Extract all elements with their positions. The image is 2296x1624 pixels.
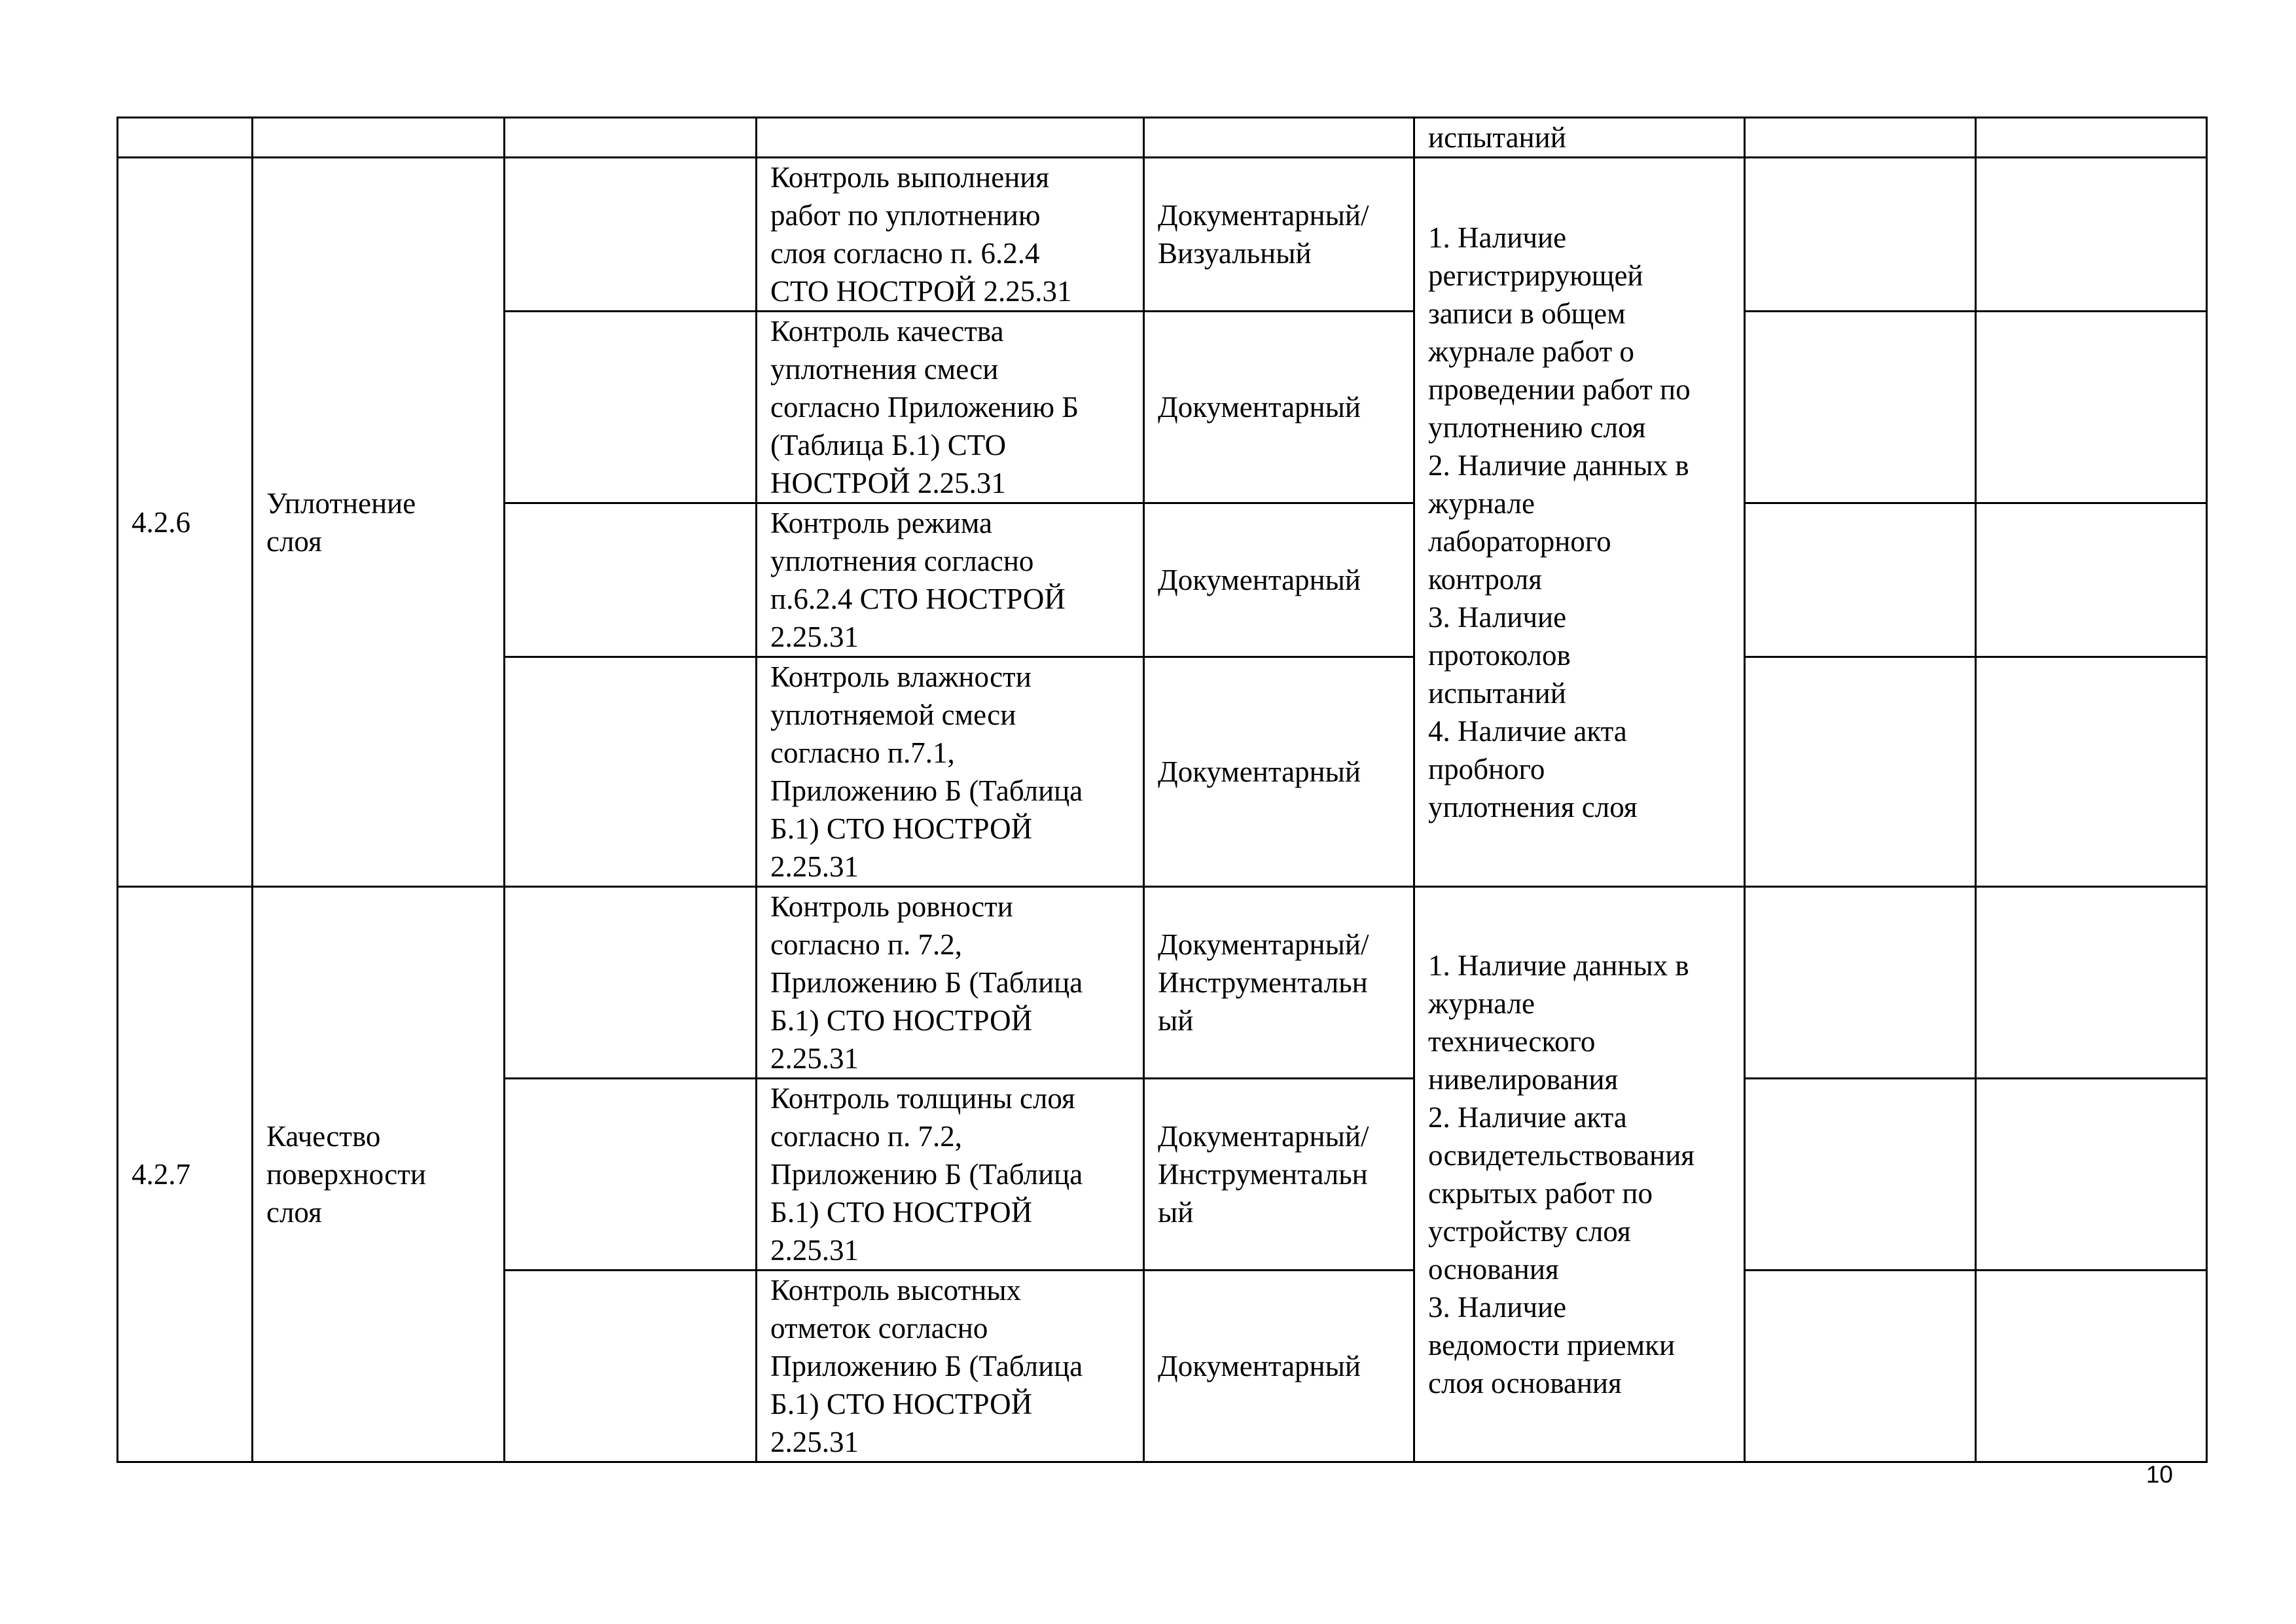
control-text: Контроль выполнения работ по уплотнению слоя согласно п. 6.2.4 СТО НОСТРОЙ 2.25.31 bbox=[770, 161, 1072, 308]
cell-empty bbox=[505, 887, 757, 1079]
cell-empty bbox=[1976, 1271, 2207, 1462]
section-number-cell bbox=[118, 158, 253, 887]
method-text: Документарный/ Инструментальн ый bbox=[1158, 1120, 1369, 1229]
cell-empty bbox=[1976, 1079, 2207, 1271]
section-name-cell bbox=[253, 158, 505, 887]
method-cell bbox=[1144, 158, 1414, 312]
cell-empty bbox=[505, 158, 757, 312]
cell-empty bbox=[1976, 503, 2207, 657]
cell-empty bbox=[505, 1271, 757, 1462]
control-cell bbox=[757, 1271, 1144, 1462]
control-cell bbox=[757, 503, 1144, 657]
method-text: Документарный bbox=[1158, 755, 1361, 788]
method-text: Документарный/ Визуальный bbox=[1158, 199, 1369, 270]
results-text: испытаний bbox=[1428, 121, 1566, 154]
method-text: Документарный/ Инструментальн ый bbox=[1158, 928, 1369, 1037]
cell-empty bbox=[1976, 118, 2207, 158]
control-cell bbox=[757, 1079, 1144, 1271]
cell-empty bbox=[505, 312, 757, 503]
cell-empty bbox=[1144, 118, 1414, 158]
section-number: 4.2.7 bbox=[132, 1158, 190, 1191]
method-cell bbox=[1144, 887, 1414, 1079]
control-text: Контроль влажности уплотняемой смеси согласно п.7.1, Приложению Б (Таблица Б.1) СТО НОСТРОЙ 2.25.31 bbox=[770, 660, 1083, 883]
cell-empty bbox=[1976, 158, 2207, 312]
page-number: 10 bbox=[2145, 1461, 2173, 1488]
results-cell-continued bbox=[1414, 118, 1745, 158]
cell-empty bbox=[505, 118, 757, 158]
cell-empty bbox=[1745, 118, 1976, 158]
cell-empty bbox=[1976, 657, 2207, 887]
method-text: Документарный bbox=[1158, 391, 1361, 424]
results-text: 1. Наличие данных в журнале технического нивелирования 2. Наличие акта освидетельствования скрытых работ по устройству слоя основания 3. Наличие ведомости приемки слоя основания bbox=[1428, 949, 1695, 1399]
control-text: Контроль режима уплотнения согласно п.6.2.4 СТО НОСТРОЙ 2.25.31 bbox=[770, 507, 1066, 653]
section-number: 4.2.6 bbox=[132, 505, 190, 539]
cell-empty bbox=[1745, 1079, 1976, 1271]
method-text: Документарный bbox=[1158, 564, 1361, 596]
quality-control-table bbox=[117, 117, 2208, 1463]
method-text: Документарный bbox=[1158, 1350, 1361, 1382]
method-cell bbox=[1144, 503, 1414, 657]
method-cell bbox=[1144, 1271, 1414, 1462]
section-name: Уплотнение слоя bbox=[266, 486, 416, 558]
results-cell bbox=[1414, 887, 1745, 1462]
cell-empty bbox=[1745, 312, 1976, 503]
cell-empty bbox=[1745, 503, 1976, 657]
method-cell bbox=[1144, 657, 1414, 887]
results-cell bbox=[1414, 158, 1745, 887]
control-text: Контроль толщины слоя согласно п. 7.2, Приложению Б (Таблица Б.1) СТО НОСТРОЙ 2.25.31 bbox=[770, 1082, 1083, 1267]
table-row bbox=[118, 887, 2207, 1079]
control-text: Контроль высотных отметок согласно Приложению Б (Таблица Б.1) СТО НОСТРОЙ 2.25.31 bbox=[770, 1274, 1083, 1458]
control-cell bbox=[757, 887, 1144, 1079]
control-text: Контроль ровности согласно п. 7.2, Приложению Б (Таблица Б.1) СТО НОСТРОЙ 2.25.31 bbox=[770, 890, 1083, 1075]
cell-empty bbox=[505, 657, 757, 887]
control-cell bbox=[757, 312, 1144, 503]
control-text: Контроль качества уплотнения смеси согласно Приложению Б (Таблица Б.1) СТО НОСТРОЙ 2.25.31 bbox=[770, 315, 1079, 499]
section-number-cell bbox=[118, 887, 253, 1462]
cell-empty bbox=[1745, 887, 1976, 1079]
control-cell bbox=[757, 158, 1144, 312]
section-name-cell bbox=[253, 887, 505, 1462]
cell-empty bbox=[1976, 312, 2207, 503]
table-row bbox=[118, 158, 2207, 312]
cell-empty bbox=[505, 1079, 757, 1271]
cell-empty bbox=[118, 118, 253, 158]
cell-empty bbox=[1745, 657, 1976, 887]
continuation-row bbox=[118, 118, 2207, 158]
cell-empty bbox=[1745, 158, 1976, 312]
cell-empty bbox=[505, 503, 757, 657]
cell-empty bbox=[1976, 887, 2207, 1079]
cell-empty bbox=[1745, 1271, 1976, 1462]
control-cell bbox=[757, 657, 1144, 887]
section-name: Качество поверхности слоя bbox=[266, 1120, 426, 1229]
cell-empty bbox=[757, 118, 1144, 158]
results-text: 1. Наличие регистрирующей записи в общем журнале работ о проведении работ по уплотнению слоя 2. Наличие данных в журнале лабораторного контроля 3. Наличие протоколов испытаний 4. Наличие акта пробного уплотнения слоя bbox=[1428, 221, 1691, 823]
cell-empty bbox=[253, 118, 505, 158]
method-cell bbox=[1144, 1079, 1414, 1271]
method-cell bbox=[1144, 312, 1414, 503]
